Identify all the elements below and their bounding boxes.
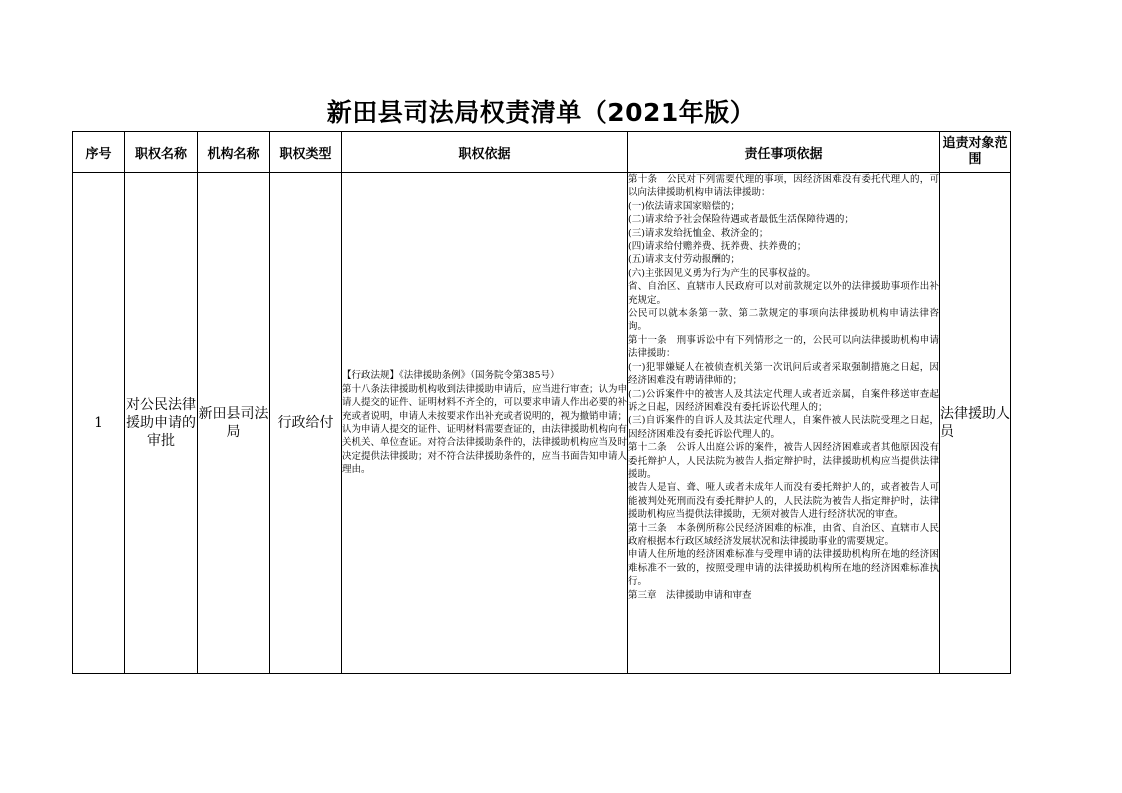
header-responsibility-basis: 责任事项依据 (628, 132, 940, 173)
cell-org-name: 新田县司法局 (198, 173, 270, 674)
header-org-name: 机构名称 (198, 132, 270, 173)
responsibility-paragraph: (二)请求给予社会保险待遇或者最低生活保障待遇的； (628, 214, 854, 226)
document-title: 新田县司法局权责清单（2021年版） (326, 98, 756, 127)
table-header-row (73, 132, 1011, 173)
header-power-name: 职权名称 (125, 132, 198, 173)
power-responsibility-table (72, 131, 1011, 674)
responsibility-paragraph: (三)请求发给抚恤金、救济金的； (628, 227, 769, 239)
cell-accountability-scope: 法律援助人员 (940, 173, 1011, 674)
basis-paragraph: 第十八条法律援助机构收到法律援助申请后，应当进行审查；认为申请人提交的证件、证明材料不齐全的，可以要求申请人作出必要的补充或者说明，申请人未按要求作出补充或者说明的，视为撤销申请；认为申请人提交的证件、证明材料需要查证的，由法律援助机构向有关机关、单位查证。对符合法律援助条件的，法律援助机构应当及时决定提供法律援助；对不符合法律援助条件的，应当书面告知申请人理由。 (342, 383, 628, 476)
header-basis: 职权依据 (342, 132, 628, 173)
header-seq: 序号 (73, 132, 125, 173)
responsibility-paragraph: (四)请求给付赡养费、抚养费、扶养费的； (628, 241, 807, 253)
responsibility-paragraph: (一)犯罪嫌疑人在被侦查机关第一次讯问后或者采取强制措施之日起，因经济困难没有聘请律师的； (628, 361, 939, 387)
basis-paragraph: 【行政法规】《法律援助条例》（国务院令第385号） (342, 370, 560, 382)
responsibility-paragraph: (六)主张因见义勇为行为产生的民事权益的。 (628, 267, 816, 279)
header-power-type: 职权类型 (270, 132, 342, 173)
responsibility-paragraph: 第十条 公民对下列需要代理的事项，因经济困难没有委托代理人的，可以向法律援助机构申请法律援助： (628, 174, 939, 199)
basis-text (342, 369, 627, 476)
responsibility-text (628, 173, 939, 602)
cell-responsibility-basis (628, 173, 940, 674)
cell-power-type: 行政给付 (270, 173, 342, 674)
responsibility-paragraph: 第三章 法律援助申请和审查 (628, 589, 752, 601)
responsibility-paragraph: 省、自治区、直辖市人民政府可以对前款规定以外的法律援助事项作出补充规定。 (628, 281, 939, 306)
cell-power-name: 对公民法律援助申请的审批 (125, 173, 198, 674)
responsibility-paragraph: 第十一条 刑事诉讼中有下列情形之一的，公民可以向法律援助机构申请法律援助： (628, 334, 939, 360)
responsibility-paragraph: 公民可以就本条第一款、第二款规定的事项向法律援助机构申请法律咨询。 (628, 308, 939, 333)
cell-basis (342, 173, 628, 674)
responsibility-paragraph: 第十二条 公诉人出庭公诉的案件，被告人因经济困难或者其他原因没有委托辩护人，人民法院为被告人指定辩护时，法律援助机构应当提供法律援助。 (628, 442, 939, 480)
table-row (73, 173, 1011, 674)
responsibility-paragraph: 第十三条 本条例所称公民经济困难的标准，由省、自治区、直辖市人民政府根据本行政区域经济发展状况和法律援助事业的需要规定。 (628, 522, 939, 547)
cell-seq: 1 (73, 173, 125, 674)
responsibility-paragraph: (五)请求支付劳动报酬的； (628, 254, 740, 266)
responsibility-paragraph: (一)依法请求国家赔偿的； (628, 200, 740, 212)
header-accountability-scope: 追责对象范围 (940, 132, 1011, 173)
responsibility-paragraph: 申请人住所地的经济困难标准与受理申请的法律援助机构所在地的经济困难标准不一致的，按照受理申请的法律援助机构所在地的经济困难标准执行。 (628, 549, 939, 588)
responsibility-paragraph: (二)公诉案件中的被害人及其法定代理人或者近亲属，自案件移送审查起诉之日起，因经济困难没有委托诉讼代理人的； (628, 388, 939, 413)
responsibility-paragraph: 被告人是盲、聋、哑人或者未成年人而没有委托辩护人的，或者被告人可能被判处死刑而没有委托辩护人的，人民法院为被告人指定辩护时，法律援助机构应当提供法律援助，无须对被告人进行经济状况的审查。 (628, 482, 939, 521)
responsibility-paragraph: (三)自诉案件的自诉人及其法定代理人，自案件被人民法院受理之日起，因经济困难没有委托诉讼代理人的。 (628, 415, 939, 440)
